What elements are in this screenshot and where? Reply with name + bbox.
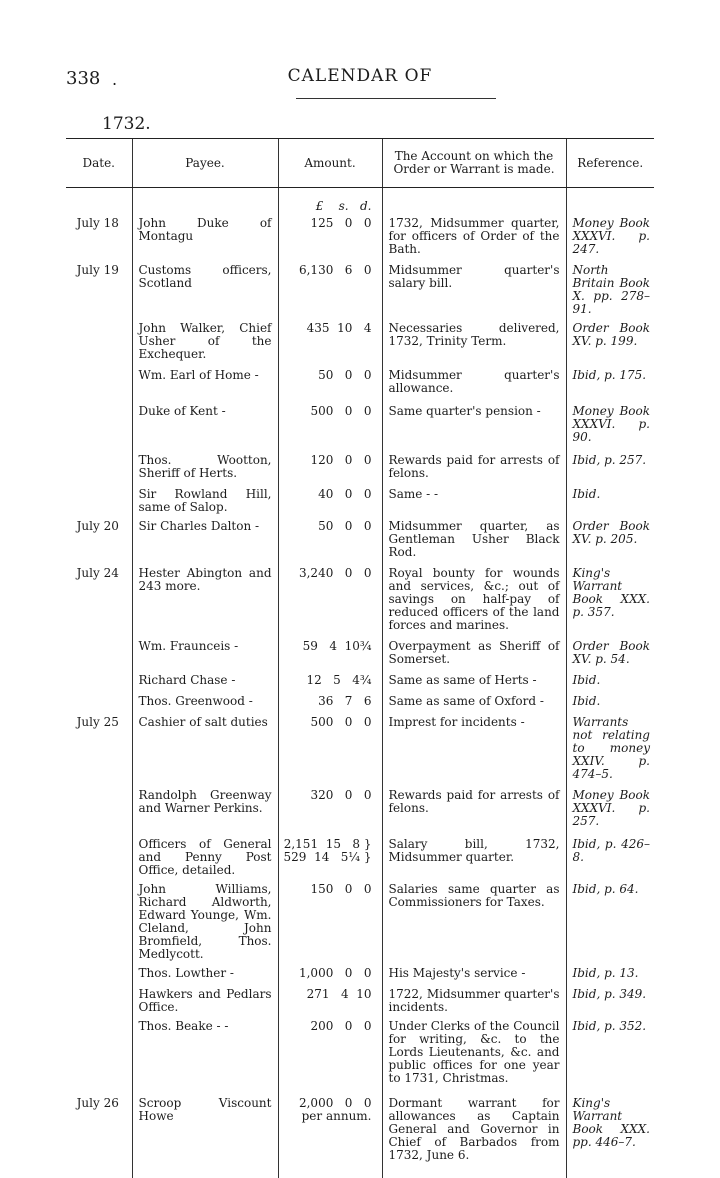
amount-cell: 1,000 0 0 (278, 963, 382, 982)
table-row (66, 963, 654, 982)
account-cell: Midsummer quarter, as Gentleman Usher Black Rod. (382, 516, 566, 561)
payee-cell: Thos. Greenwood - (132, 689, 278, 710)
column-header-payee: Payee. (132, 139, 278, 188)
head-rule (296, 98, 496, 99)
date-cell: July 19 (76, 263, 119, 277)
account-cell: Royal bounty for wounds and services, &c.; out of savings on half-pay of reduced officers of the land forces and marines. (382, 561, 566, 634)
amount-cell: 2,000 0 0 per annum. (278, 1087, 382, 1164)
payee-cell: John Walker, Chief Usher of the Exchequer. (132, 318, 278, 363)
amount-cell: 120 0 0 (278, 446, 382, 482)
reference-cell: Warrants not relating to money XXIV. p. 474–5. (566, 710, 654, 783)
column-header-date: Date. (66, 139, 132, 188)
payee-cell: Cashier of salt duties (132, 710, 278, 783)
payee-cell: John Duke of Montagu (132, 213, 278, 258)
column-header-reference: Reference. (566, 139, 654, 188)
date-cell (66, 318, 132, 363)
account-cell: Midsummer quarter's salary bill. (382, 258, 566, 318)
amount-cell: 12 5 4¾ (278, 668, 382, 689)
account-cell: Rewards paid for arrests of felons. (382, 446, 566, 482)
table-row (66, 710, 654, 783)
date-cell (66, 634, 132, 668)
account-cell: Overpayment as Sheriff of Somerset. (382, 634, 566, 668)
amount-cell: 125 0 0 (278, 213, 382, 258)
units-row (66, 200, 654, 213)
table-row (66, 213, 654, 258)
date-cell (66, 879, 132, 963)
amount-cell: 320 0 0 (278, 783, 382, 830)
date-cell: July 26 (76, 1096, 119, 1110)
table-row (66, 634, 654, 668)
date-cell (66, 363, 132, 397)
table-header-row (66, 139, 654, 188)
table-row (66, 668, 654, 689)
account-cell: Same as same of Oxford - (382, 689, 566, 710)
date-cell (66, 482, 132, 516)
reference-cell: Ibid. (566, 668, 654, 689)
reference-cell: Ibid. (566, 689, 654, 710)
table-row (66, 689, 654, 710)
reference-cell: Ibid, p. 64. (566, 879, 654, 963)
reference-cell: King's Warrant Book XXX. pp. 446–7. (566, 1087, 654, 1164)
table-row (66, 830, 654, 879)
account-cell: Imprest for incidents - (382, 710, 566, 783)
calendar-table (66, 138, 654, 1178)
page-number: 338 (66, 68, 101, 89)
date-cell (66, 397, 132, 446)
payee-cell: Officers of General and Penny Post Office, detailed. (132, 830, 278, 879)
payee-cell: John Williams, Richard Aldworth, Edward Younge, Wm. Cleland, John Bromfield, Thos. Medlycott. (132, 879, 278, 963)
date-cell (66, 963, 132, 982)
reference-cell: Ibid. (566, 482, 654, 516)
account-cell: Necessaries delivered, 1732, Trinity Term. (382, 318, 566, 363)
payee-cell: Wm. Earl of Home - (132, 363, 278, 397)
table-row (66, 397, 654, 446)
date-cell: July 20 (76, 519, 119, 533)
page-number-dot: . (112, 70, 118, 89)
payee-cell: Hawkers and Pedlars Office. (132, 982, 278, 1016)
table-row (66, 1016, 654, 1087)
amount-cell: 200 0 0 (278, 1016, 382, 1087)
account-cell: Rewards paid for arrests of felons. (382, 783, 566, 830)
amount-cell: 3,240 0 0 (278, 561, 382, 634)
table-row (66, 783, 654, 830)
reference-cell: King's Warrant Book XXX. p. 357. (566, 561, 654, 634)
reference-cell: Ibid, p. 352. (566, 1016, 654, 1087)
date-cell: July 25 (76, 715, 119, 729)
table-row (66, 318, 654, 363)
account-cell: Under Clerks of the Council for writing, &c. to the Lords Lieutenants, &c. and public offices for one year to 1731, Christmas. (382, 1016, 566, 1087)
table-row (66, 482, 654, 516)
payee-cell: Duke of Kent - (132, 397, 278, 446)
account-cell: Salaries same quarter as Commissioners for Taxes. (382, 879, 566, 963)
column-header-account: The Account on which the Order or Warrant is made. (382, 139, 566, 188)
account-cell: Same quarter's pension - (382, 397, 566, 446)
reference-cell: Ibid, p. 349. (566, 982, 654, 1016)
table-row (66, 879, 654, 963)
payee-cell: Sir Charles Dalton - (132, 516, 278, 561)
reference-cell: Ibid, p. 426–8. (566, 830, 654, 879)
reference-cell: Order Book XV. p. 205. (566, 516, 654, 561)
amount-cell: 59 4 10¾ (278, 634, 382, 668)
date-cell (66, 830, 132, 879)
account-cell: Dormant warrant for allowances as Captain General and Governor in Chief of Barbados from 1732, June 6. (382, 1087, 566, 1164)
table-row (66, 363, 654, 397)
date-cell: July 24 (76, 566, 119, 580)
table-row (66, 516, 654, 561)
amount-cell: 50 0 0 (278, 516, 382, 561)
date-cell (66, 1016, 132, 1087)
amount-cell: 435 10 4 (278, 318, 382, 363)
amount-cell: 2,151 15 8 } 529 14 5¼ } (278, 830, 382, 879)
running-head: CALENDAR OF (287, 66, 433, 86)
amount-cell: 6,130 6 0 (278, 258, 382, 318)
payee-cell: Thos. Wootton, Sheriff of Herts. (132, 446, 278, 482)
payee-cell: Customs officers, Scotland (132, 258, 278, 318)
date-cell (66, 446, 132, 482)
account-cell: His Majesty's service - (382, 963, 566, 982)
table-row (66, 561, 654, 634)
account-cell: Same as same of Herts - (382, 668, 566, 689)
table-row (66, 446, 654, 482)
payee-cell: Sir Rowland Hill, same of Salop. (132, 482, 278, 516)
reference-cell: Money Book XXXVI. p. 257. (566, 783, 654, 830)
amount-cell: 500 0 0 (278, 397, 382, 446)
amount-cell: 271 4 10 (278, 982, 382, 1016)
payee-cell: Randolph Greenway and Warner Perkins. (132, 783, 278, 830)
column-header-amount: Amount. (278, 139, 382, 188)
date-cell (66, 689, 132, 710)
reference-cell: Ibid, p. 13. (566, 963, 654, 982)
table-row (66, 258, 654, 318)
amount-cell: 500 0 0 (278, 710, 382, 783)
bottom-spacer-row (66, 1164, 654, 1178)
amount-cell: 50 0 0 (278, 363, 382, 397)
account-cell: Salary bill, 1732, Midsummer quarter. (382, 830, 566, 879)
reference-cell: Ibid, p. 257. (566, 446, 654, 482)
account-cell: Same - - (382, 482, 566, 516)
payee-cell: Richard Chase - (132, 668, 278, 689)
date-cell (66, 783, 132, 830)
reference-cell: Ibid, p. 175. (566, 363, 654, 397)
payee-cell: Thos. Beake - - (132, 1016, 278, 1087)
date-cell: July 18 (76, 216, 119, 230)
reference-cell: Money Book XXXVI. p. 90. (566, 397, 654, 446)
payee-cell: Wm. Fraunceis - (132, 634, 278, 668)
reference-cell: North Britain Book X. pp. 278–91. (566, 258, 654, 318)
payee-cell: Scroop Viscount Howe (132, 1087, 278, 1164)
payee-cell: Hester Abington and 243 more. (132, 561, 278, 634)
account-cell: 1732, Midsummer quarter, for officers of Order of the Bath. (382, 213, 566, 258)
amount-cell: 40 0 0 (278, 482, 382, 516)
date-cell (66, 668, 132, 689)
payee-cell: Thos. Lowther - (132, 963, 278, 982)
reference-cell: Order Book XV. p. 54. (566, 634, 654, 668)
year-heading: 1732. (102, 114, 151, 134)
account-cell: Midsummer quarter's allowance. (382, 363, 566, 397)
amount-units-label: £ s. d. (278, 200, 382, 213)
table-row (66, 982, 654, 1016)
reference-cell: Money Book XXXVI. p. 247. (566, 213, 654, 258)
reference-cell: Order Book XV. p. 199. (566, 318, 654, 363)
table-row (66, 1087, 654, 1164)
amount-cell: 150 0 0 (278, 879, 382, 963)
amount-cell: 36 7 6 (278, 689, 382, 710)
account-cell: 1722, Midsummer quarter's incidents. (382, 982, 566, 1016)
date-cell (66, 982, 132, 1016)
